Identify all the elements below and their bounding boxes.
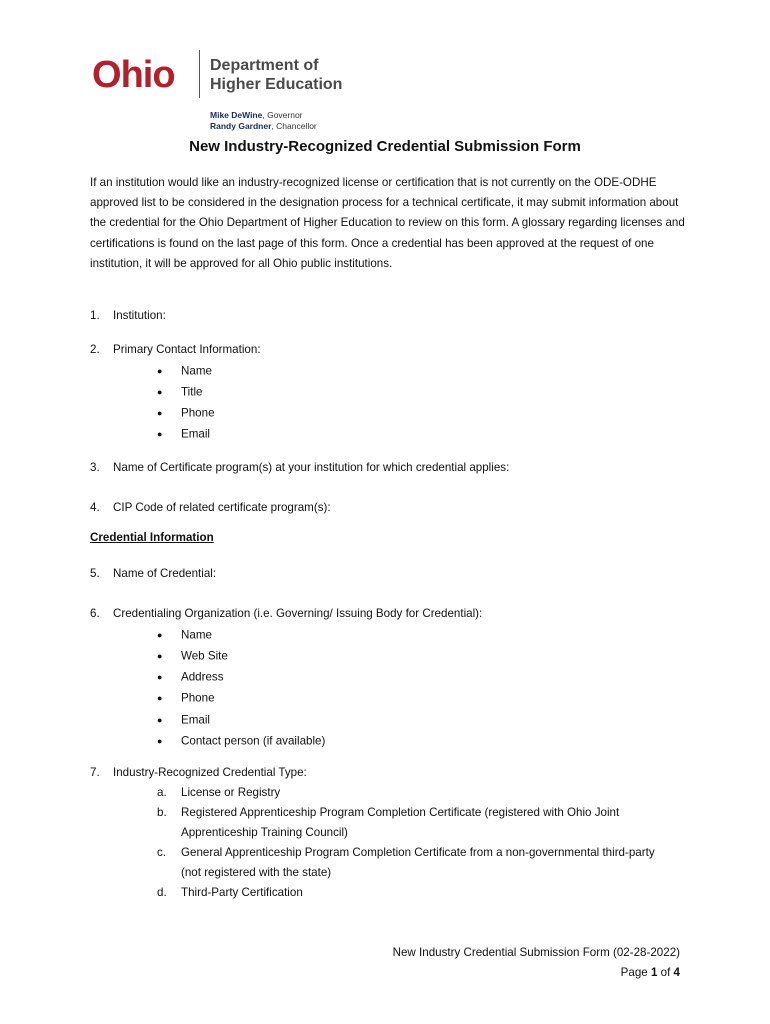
footer-form-line: New Industry Credential Submission Form (02-28-2022) (392, 946, 680, 959)
bullet-icon: ● (157, 735, 163, 746)
item-institution: 1. Institution: (90, 309, 166, 322)
item-credential-type: 7. Industry-Recognized Credential Type: (90, 766, 307, 779)
bullet-icon: ● (157, 429, 163, 440)
bullet-icon: ● (157, 693, 163, 704)
page-footer (393, 943, 680, 983)
option-third-party: d. Third-Party Certification (157, 886, 303, 899)
list-item: ● Email (157, 710, 325, 731)
credential-type-options (157, 783, 677, 903)
list-item: ● Name (157, 361, 215, 382)
ohio-wordmark: Ohio (92, 54, 175, 96)
option-registered-apprenticeship: b. Registered Apprenticeship Program Completion Certificate (registered with Ohio Joint Apprenticeship Training Council) (157, 806, 620, 839)
department-name: Department of Higher Education (210, 57, 343, 93)
officials: Mike DeWine, Governor Randy Gardner, Chancellor (210, 110, 317, 131)
bullet-icon: ● (157, 387, 163, 398)
option-general-apprenticeship: c. General Apprenticeship Program Completion Certificate from a non-governmental third-party (not registered with the state) (157, 846, 655, 879)
item-cip-code: 4. CIP Code of related certificate program(s): (90, 501, 331, 514)
list-item: ● Phone (157, 688, 325, 709)
list-item: ● Email (157, 424, 215, 445)
bullet-icon: ● (157, 630, 163, 640)
primary-contact-list (157, 361, 215, 446)
bullet-icon: ● (157, 714, 163, 725)
bullet-icon: ● (157, 408, 163, 419)
item-certificate-program: 3. Name of Certificate program(s) at your institution for which credential applies: (90, 461, 510, 474)
form-title: New Industry-Recognized Credential Submission Form (189, 138, 581, 155)
list-item: ● Address (157, 667, 325, 688)
list-item: ● Contact person (if available) (157, 731, 325, 752)
credentialing-org-list (157, 625, 325, 752)
list-item: ● Name (157, 625, 325, 646)
list-item: ● Phone (157, 403, 215, 424)
bullet-icon: ● (157, 672, 163, 683)
list-item: ● Web Site (157, 646, 325, 667)
list-item: ● Title (157, 382, 215, 403)
bullet-icon: ● (157, 651, 163, 662)
bullet-icon: ● (157, 366, 163, 376)
intro-paragraph: If an institution would like an industry-recognized license or certification that is not currently on the ODE-ODHE approved list to be considered in the designation process for a technical certificate, it may submit information about the credential for the Ohio Department of Higher Education to review on this form. A glossary regarding licenses and certifications is found on the last page of this form. Once a credential has been approved at the request of one institution, it will be approved for all Ohio public institutions. (90, 176, 685, 270)
section-heading: Credential Information (90, 531, 214, 544)
logo-divider (199, 50, 200, 98)
item-primary-contact: 2. Primary Contact Information: (90, 343, 261, 356)
item-credential-name: 5. Name of Credential: (90, 567, 217, 580)
page-number: Page 1 of 4 (620, 966, 680, 979)
option-license: a. License or Registry (157, 786, 281, 799)
item-credentialing-org: 6. Credentialing Organization (i.e. Governing/ Issuing Body for Credential): (90, 607, 483, 620)
